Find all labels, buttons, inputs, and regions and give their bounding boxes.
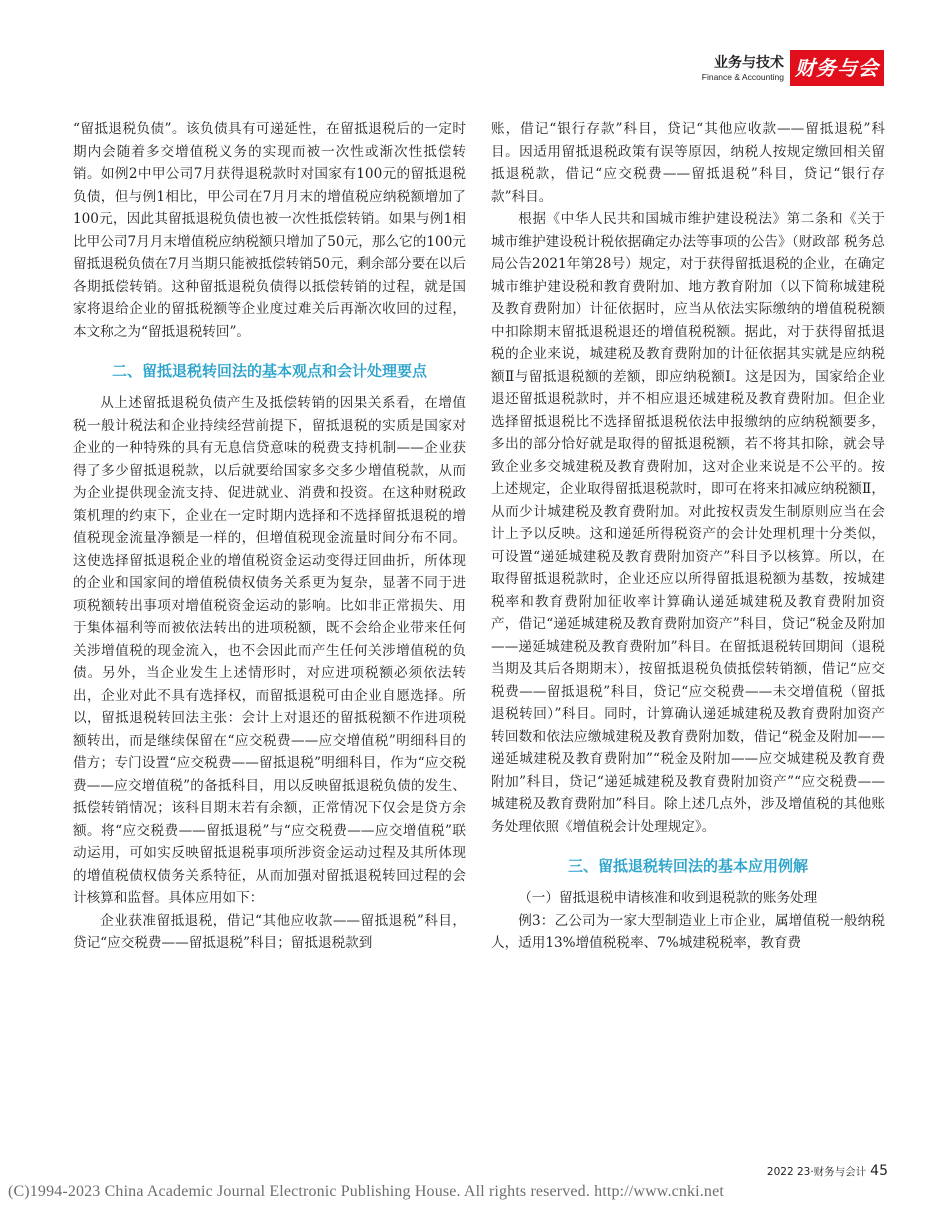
paragraph: “留抵退税负债”。该负债具有可递延性，在留抵退税后的一定时期内会随着多交增值税义务的实现而被一次性或渐次性抵偿转销。如例2中甲公司7月获得退税款时对国家有100元的留抵退税负债，但与例1相比，甲公司在7月月末的增值税应纳税额增加了100元，因此其留抵退税负债也被一次性抵偿转销。如果与例1相比甲公司7月月末增值税应纳税额只增加了50元，那么它的100元留抵退税负债在7月当期只能被抵偿转销50元，剩余部分要在以后各期抵偿转销。这种留抵退税负债得以抵偿转销的过程，就是国家将退给企业的留抵税额等企业度过难关后再渐次收回的过程，本文称之为“留抵退税转回”。 (73, 121, 466, 340)
journal-logo: 财务与会计 (790, 50, 884, 86)
paragraph: 例3：乙公司为一家大型制造业上市企业，属增值税一般纳税人，适用13%增值税税率、7%城建税税率，教育费 (491, 912, 885, 951)
section-heading: 二、留抵退税转回法的基本观点和会计处理要点 (111, 362, 427, 380)
left-column (73, 118, 466, 955)
issue-info: 2022 23·财务与会计 (766, 1166, 867, 1178)
page-footer (767, 1163, 888, 1179)
column-title: 业务与技术 (714, 55, 784, 71)
right-column (491, 118, 885, 955)
copyright-notice: (C)1994-2023 China Academic Journal Electronic Publishing House. All rights reserved. http://www.cnki.net (8, 1183, 724, 1200)
section-heading: 三、留抵退税转回法的基本应用例解 (567, 857, 808, 875)
paragraph: 从上述留抵退税负债产生及抵偿转销的因果关系看，在增值税一般计税法和企业持续经营前提下，留抵退税的实质是国家对企业的一种特殊的具有无息信贷意味的税费支持机制——企业获得了多少留抵退税款，以后就要给国家多交多少增值税款，从而为企业提供现金流支持、促进就业、消费和投资。在这种财税政策机理的约束下，企业在一定时期内选择和不选择留抵退税的增值税现金流量净额是一样的，但增值税现金流量时间分布不同。这使选择留抵退税企业的增值税资金运动变得迂回曲折，所体现的企业和国家间的增值税债权债务关系更为复杂，显著不同于进项税额转出事项对增值税资金运动的影响。比如非正常损失、用于集体福利等而被依法转出的进项税额，既不会给企业带来任何关涉增值税的现金流入，也不会因此而产生任何关涉增值税的负债。另外，当企业发生上述情形时，对应进项税额必须依法转出，企业对此不具有选择权，而留抵退税可由企业自愿选择。所以，留抵退税转回法主张：会计上对退还的留抵税额不作进项税额转出，而是继续保留在“应交税费——应交增值税”明细科目的借方；专门设置“应交税费——留抵退税”明细科目，作为“应交税费——应交增值税”的备抵科目，用以反映留抵退税负债的发生、抵偿转销情况；该科目期末若有余额，正常情况下仅会是贷方余额。将“应交税费——留抵退税”与“应交税费——应交增值税”联动运用，可如实反映留抵退税事项所涉资金运动过程及其所体现的增值税债权债务关系特征，从而加强对留抵退税转回过程的会计核算和监督。具体应用如下： (73, 395, 466, 906)
column-subtitle: Finance & Accounting (701, 72, 784, 82)
page-number: 45 (870, 1163, 888, 1179)
paragraph: 企业获准留抵退税，借记“其他应收款——留抵退税”科目，贷记“应交税费——留抵退税”科目；留抵退税款到 (73, 912, 466, 951)
paragraph: 根据《中华人民共和国城市维护建设税法》第二条和《关于城市维护建设税计税依据确定办法等事项的公告》（财政部 税务总局公告2021年第28号）规定，对于获得留抵退税的企业，在确定城市维护建设税和教育费附加、地方教育附加（以下简称城建税及教育费附加）计征依据时，应当从依法实际缴纳的增值税税额中扣除期末留抵退税退还的增值税税额。据此，对于获得留抵退税的企业来说，城建税及教育费附加的计征依据其实就是应纳税额Ⅱ与留抵退税额的差额，即应纳税额Ⅰ。这是因为，国家给企业退还留抵退税款时，并不相应退还城建税及教育费附加。但企业选择留抵退税比不选择留抵退税依法申报缴纳的应纳税额要多，多出的部分恰好就是取得的留抵退税额，若不将其扣除，就会导致企业多交城建税及教育费附加，这对企业来说是不公平的。按上述规定，企业取得留抵退税款时，即可在将来扣减应纳税额Ⅱ，从而少计城建税及教育费附加。对此按权责发生制原则应当在会计上予以反映。这和递延所得税资产的会计处理机理十分类似，可设置“递延城建税及教育费附加资产”科目予以核算。所以，在取得留抵退税款时，企业还应以所得留抵退税额为基数，按城建税率和教育费附加征收率计算确认递延城建税及教育费附加资产，借记“递延城建税及教育费附加资产”科目，贷记“税金及附加——递延城建税及教育费附加”科目。在留抵退税转回期间（退税当期及其后各期期末），按留抵退税负债抵偿转销额，借记“应交税费——留抵退税”科目，贷记“应交税费——未交增值税（留抵退税转回）”科目。同时，计算确认递延城建税及教育费附加资产转回数和依法应缴城建税及教育费附加数，借记“税金及附加——递延城建税及教育费附加”“税金及附加——应交城建税及教育费附加”科目，贷记“递延城建税及教育费附加资产”“应交税费——城建税及教育费附加”科目。除上述几点外，涉及增值税的其他账务处理依照《增值税会计处理规定》。 (491, 211, 885, 835)
subsection-heading: （一）留抵退税申请核准和收到退税款的账务处理 (518, 890, 818, 906)
paragraph: 账，借记“银行存款”科目，贷记“其他应收款——留抵退税”科目。因适用留抵退税政策有误等原因，纳税人按规定缴回相关留抵退税款，借记“应交税费——留抵退税”科目，贷记“银行存款”科目。 (491, 121, 885, 205)
